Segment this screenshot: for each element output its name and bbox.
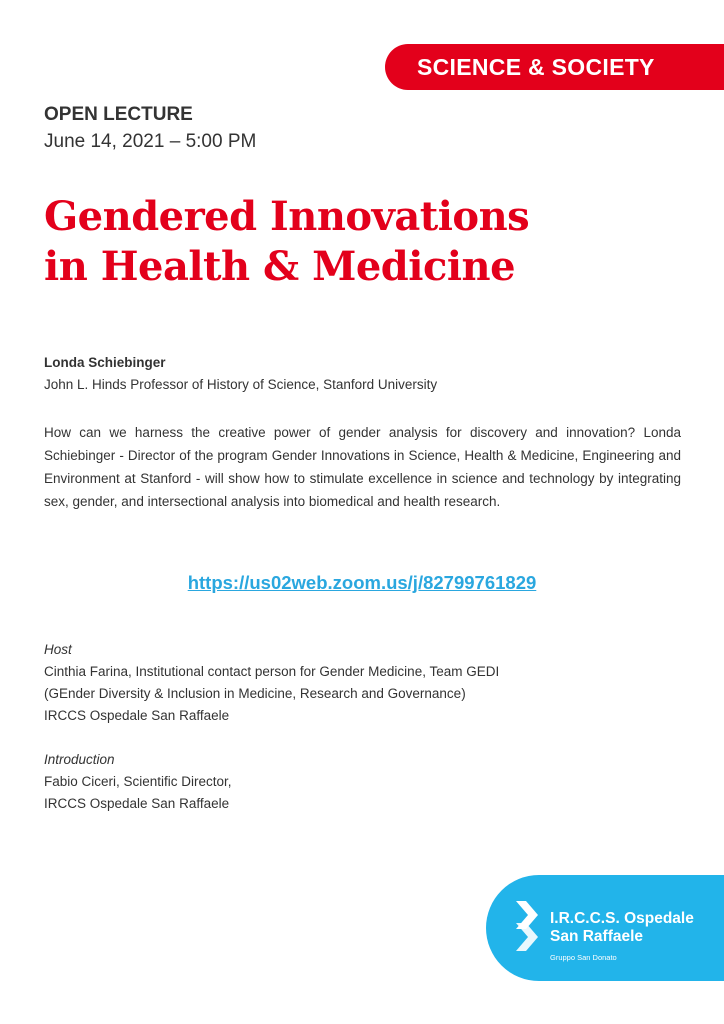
category-label: SCIENCE & SOCIETY (417, 53, 655, 80)
host-line: Cinthia Farina, Institutional contact person for Gender Medicine, Team GEDI (44, 664, 500, 679)
introduction-label: Introduction (44, 752, 115, 767)
speaker-name: Londa Schiebinger (44, 355, 166, 370)
event-type: OPEN LECTURE (44, 104, 193, 125)
logo-group-name: Gruppo San Donato (550, 953, 617, 962)
host-line: (GEnder Diversity & Inclusion in Medicine, Research and Governance) (44, 686, 466, 701)
san-raffaele-logo-icon (514, 899, 540, 955)
introduction-line: Fabio Ciceri, Scientific Director, (44, 774, 232, 789)
event-datetime: June 14, 2021 – 5:00 PM (44, 131, 257, 152)
title-line-2: in Health & Medicine (44, 243, 516, 290)
speaker-role: John L. Hinds Professor of History of Science, Stanford University (44, 377, 438, 392)
lecture-abstract: How can we harness the creative power of gender analysis for discovery and innovation? Londa Schiebinger - Director of the program Gender Innovations in Science, Health & Medicine, Engineering and Environment at Stanford - will show how to stimulate excellence in science and technology by integrating sex, gender, and intersectional analysis into biomedical and health research. (44, 425, 681, 509)
category-banner (385, 44, 724, 90)
introduction-line: IRCCS Ospedale San Raffaele (44, 796, 230, 811)
logo-name-line-2: San Raffaele (550, 928, 644, 945)
hospital-logo (486, 875, 724, 981)
host-line: IRCCS Ospedale San Raffaele (44, 708, 230, 723)
lecture-title (44, 192, 684, 292)
host-label: Host (44, 642, 72, 657)
title-line-1: Gendered Innovations (44, 193, 530, 240)
zoom-link[interactable]: https://us02web.zoom.us/j/82799761829 (187, 572, 537, 593)
logo-name-line-1: I.R.C.C.S. Ospedale (550, 910, 694, 927)
